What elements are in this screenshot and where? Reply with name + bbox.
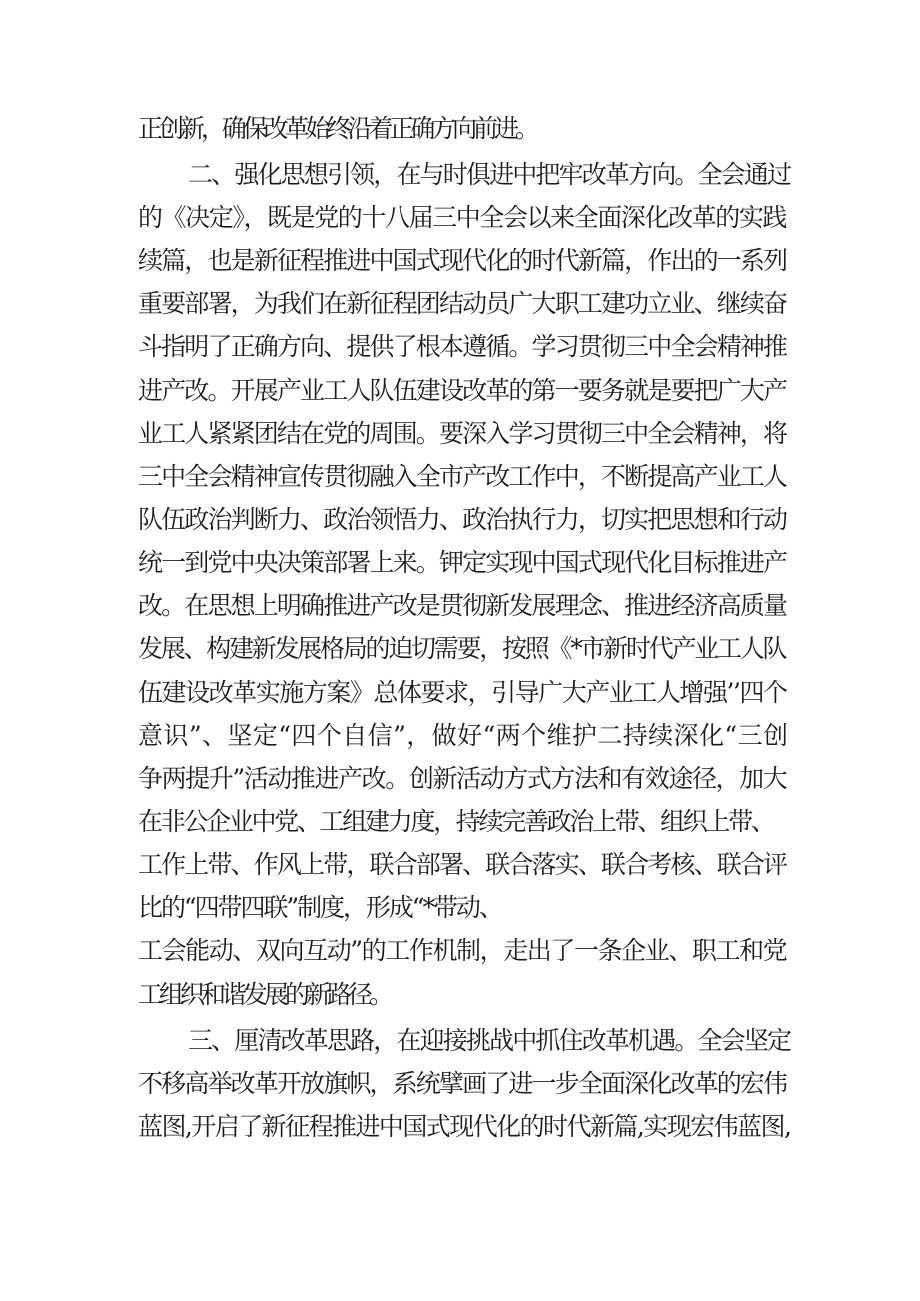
body-line-21: 工组织和谐发展的新路径。 — [138, 980, 391, 1009]
body-line-24: 蓝图,开启了新征程推进中国式现代化的时代新篇,实现宏伟蓝图, — [138, 1112, 791, 1141]
body-line-10: 队伍政治判断力、政治领悟力、政治执行力，切实把思想和行动 — [138, 505, 787, 534]
body-line-3: 的《决定》，既是党的十八届三中全会以来全面深化改革的实践 — [138, 203, 787, 232]
body-line-18: 工作上带、作风上带，联合部署、联合落实、联合考核、联合评 — [138, 850, 787, 879]
body-line-20: 工会能动、双向互动”的工作机制，走出了一条企业、职工和党 — [138, 936, 787, 965]
section-3-heading-line: 三、厘清改革思路，在迎接挑战中抓住改革机遇。全会坚定 — [188, 1026, 791, 1055]
body-line-17: 在非公企业中党、工组建力度，持续完善政治上带、组织上带、 — [138, 807, 774, 836]
body-line-13: 发展、构建新发展格局的迫切需要，按照《*市新时代产业工人队 — [138, 634, 786, 663]
body-line-16: 争两提升”活动推进产改。创新活动方式方法和有效途径，加大 — [138, 764, 787, 793]
body-line-11: 统一到党中央决策部署上来。钾定实现中国式现代化目标推进产 — [138, 548, 787, 577]
body-line-8: 业工人紧紧团结在党的周围。要深入学习贯彻三中全会精神，将 — [138, 419, 787, 448]
body-line-9: 三中全会精神宣传贯彻融入全市产改工作中，不断提高产业工人 — [138, 462, 787, 491]
body-line-5: 重要部署，为我们在新征程团结动员广大职工建功立业、继续奋 — [138, 289, 787, 318]
body-line-4: 续篇，也是新征程推进中国式现代化的时代新篇，作出的一系列 — [138, 246, 787, 275]
body-line-15: 意识”、坚定“四个自信”，做好“两个维护二持续深化“三创 — [138, 721, 789, 750]
body-line-7: 进产改。开展产业工人队伍建设改革的第一要务就是要把广大产 — [138, 376, 787, 405]
body-line-12: 改。在思想上明确推进产改是贯彻新发展理念、推进经济高质量 — [138, 591, 787, 620]
body-line-14: 伍建设改革实施方案》总体要求，引导广大产业工人增强’’四个 — [138, 678, 787, 707]
body-line-1: 正创新，确保改革始终沿着正确方向前进。 — [138, 114, 536, 143]
section-2-heading-line: 二、强化思想引领，在与时俱进中把牢改革方向。全会通过 — [188, 160, 791, 189]
body-line-23: 不移高举改革开放旗帜，系统擘画了进一步全面深化改革的宏伟 — [138, 1069, 787, 1098]
body-line-6: 斗指明了正确方向、提供了根本遵循。学习贯彻三中全会精神推 — [138, 332, 787, 361]
body-line-19: 比的“四带四联”制度，形成“*带动、 — [138, 893, 502, 922]
